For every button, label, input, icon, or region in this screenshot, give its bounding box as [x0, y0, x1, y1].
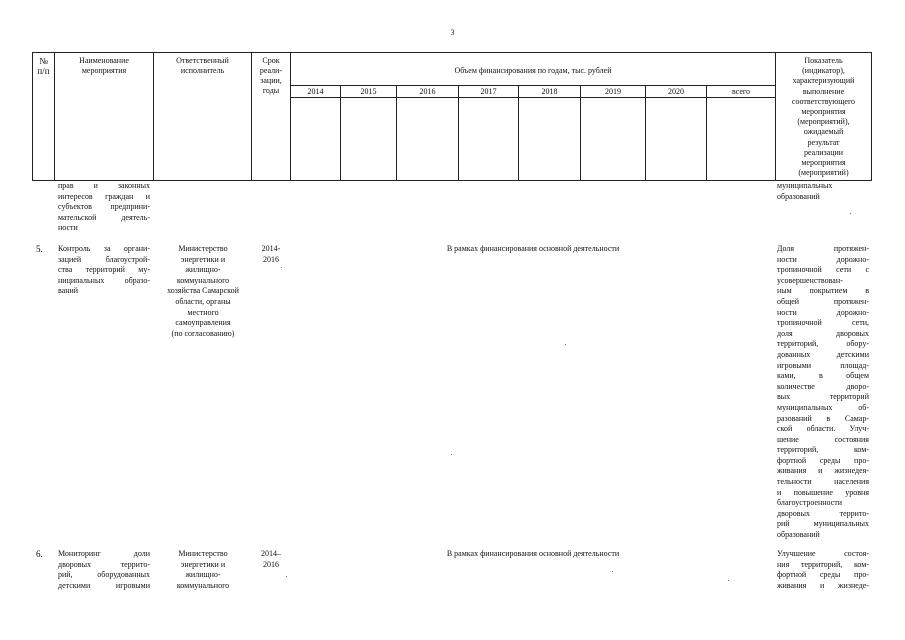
scan-speck	[286, 576, 287, 577]
year-divider-6	[645, 85, 646, 180]
header-year-2019: 2019	[605, 87, 621, 96]
year-divider-2	[396, 85, 397, 180]
year-divider-7	[706, 85, 707, 180]
table-top-border	[32, 52, 872, 53]
header-funding: Объем финансирования по годам, тыс. рублей	[454, 66, 612, 75]
row-6-executor: Министерство энергетики и жилищно- коммунального	[176, 549, 230, 590]
row-6-term: 2014– 2016	[261, 549, 281, 569]
page-number: 3	[450, 28, 455, 37]
header-year-2014: 2014	[307, 87, 324, 96]
scan-speck	[728, 580, 729, 581]
scan-speck	[281, 267, 282, 268]
header-year-2015: 2015	[360, 87, 377, 96]
header-bottom-border	[32, 180, 872, 181]
scan-speck	[565, 344, 566, 345]
table-right-border	[871, 52, 872, 180]
row-6-name: Мониторинг доли дворовых террито- рий, оборудованных детскими игровыми	[58, 549, 150, 590]
header-year-2020: 2020	[668, 87, 684, 96]
row-5-indicator: Доля протяжен- ности дорожно- тропиночной сети с усовершенствован- ным покрытием в общей протяжен- ности дорожно- тропиночной сети, доля дворовых территорий, обору- дованных детскими игровыми площад- ками, в общем количестве дворо- вых территорий муниципальных об- разований в Самар- ской области. Улуч- шение состояния территорий, ком- фортной среды про- живания и жизнедея- тельности населения и повышение уровня благоустроенности дворовых террито- рий муниципальных образований	[777, 244, 869, 540]
header-year-2018: 2018	[541, 87, 558, 96]
year-divider-3	[458, 85, 459, 180]
row-5-funding: В рамках финансирования основной деятельности	[446, 244, 620, 253]
header-year-2017: 2017	[480, 87, 497, 96]
scan-speck	[850, 213, 851, 214]
continuation-name: прав и законных интересов граждан и субъектов предприни- мательской деятель- ности	[58, 181, 150, 233]
row-5-num: 5.	[36, 244, 43, 254]
years-row-top-border	[290, 85, 775, 86]
scan-speck	[451, 454, 452, 455]
header-term: Срок реали- зации, годы	[259, 56, 283, 95]
years-row-bottom-border	[290, 97, 775, 98]
header-year-total: всего	[731, 87, 750, 96]
row-5-term: 2014- 2016	[261, 244, 281, 264]
header-year-2016: 2016	[419, 87, 436, 96]
row-5-executor: Министерство энергетики и жилищно- коммунального хозяйства Самарской области, органы местного самоуправления (по согласованию)	[167, 244, 239, 338]
continuation-indicator: муниципальных образований	[777, 181, 833, 201]
row-6-indicator: Улучшение состоя- ния территорий, ком- фортной среды про- живания и жизнеде-	[777, 549, 869, 590]
row-6-funding: В рамках финансирования основной деятельности	[446, 549, 620, 558]
year-divider-5	[580, 85, 581, 180]
year-divider-1	[340, 85, 341, 180]
row-6-num: 6.	[36, 549, 43, 559]
row-5-name: Контроль за органи- зацией благоустрой- ства территорий му- ниципальных образо- ваний	[58, 244, 150, 296]
header-name: Наименование мероприятия	[79, 56, 129, 75]
header-executor: Ответственный исполнитель	[176, 56, 229, 75]
scan-speck	[612, 571, 613, 572]
header-indicator: Показатель (индикатор), характеризующий выполнение соответствующего мероприятия (мероприятий), ожидаемый результат реализации мероприятия (мероприятий)	[791, 56, 856, 178]
year-divider-4	[518, 85, 519, 180]
header-num: № п/п	[37, 56, 50, 76]
